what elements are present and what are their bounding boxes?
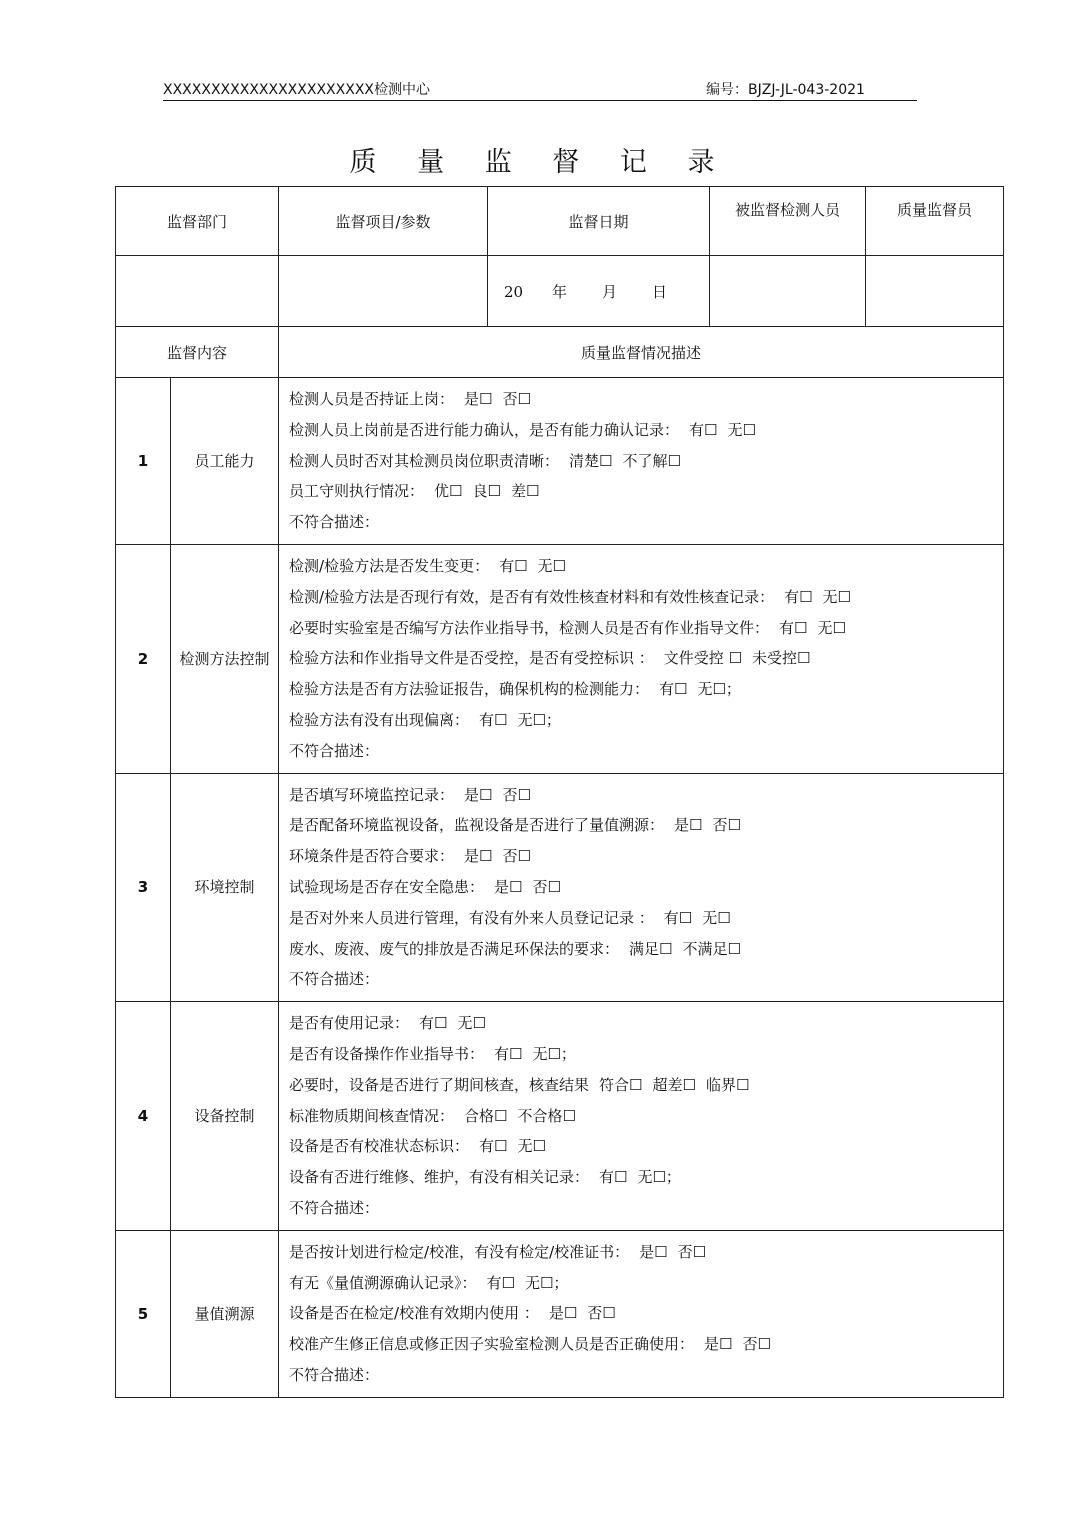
check-item-text: 不符合描述：	[289, 1365, 380, 1384]
checkbox-option[interactable]: 否☐	[502, 390, 531, 408]
checkbox-option[interactable]: 无☐	[517, 1137, 546, 1156]
checkbox-option[interactable]: 有☐	[419, 1014, 448, 1033]
section-number: 4	[116, 1002, 171, 1231]
checkbox-option[interactable]: 合格☐	[464, 1106, 508, 1125]
checkbox-option[interactable]: 差☐	[510, 482, 540, 501]
section-category: 员工能力	[171, 378, 279, 545]
check-item	[289, 643, 993, 674]
inspected-field[interactable]	[710, 256, 866, 327]
checkbox-option[interactable]: 无☐	[822, 587, 851, 606]
supervisor-field[interactable]	[866, 256, 1004, 327]
check-item	[289, 1162, 993, 1193]
checkbox-option[interactable]: 超差☐	[652, 1075, 696, 1094]
section-row	[116, 773, 1004, 1002]
section-items	[279, 1230, 1004, 1397]
check-item-text: 检验方法有没有出现偏离：	[289, 710, 470, 729]
section-header-row	[116, 327, 1004, 378]
checkbox-option[interactable]: 无☐	[537, 556, 566, 575]
check-item	[289, 705, 993, 736]
item-field[interactable]	[279, 256, 488, 327]
check-item	[289, 810, 993, 841]
checkbox-option[interactable]: 无☐；	[532, 1044, 576, 1063]
checkbox-option[interactable]: 有☐	[784, 587, 813, 606]
section-row	[116, 544, 1004, 773]
check-item	[289, 551, 993, 582]
header-dept: 监督部门	[116, 187, 279, 256]
section-number: 2	[116, 544, 171, 773]
check-item-text: 检验方法和作业指导文件是否受控，是否有受控标识 ：	[289, 649, 654, 668]
checkbox-option[interactable]: 否☐	[712, 816, 741, 835]
checkbox-option[interactable]: 是☐	[464, 785, 493, 804]
dept-field[interactable]	[116, 256, 279, 327]
check-item	[289, 507, 993, 538]
month-label: 月	[602, 282, 618, 301]
check-item-text: 是否对外来人员进行管理，有没有外来人员登记记录 ：	[289, 908, 654, 927]
check-item	[289, 903, 993, 934]
check-item	[289, 415, 993, 446]
check-item-text: 设备是否在检定/校准有效期内使用 ：	[289, 1304, 539, 1323]
check-item-text: 设备有否进行维修、维护，有没有相关记录：	[289, 1168, 590, 1187]
check-item	[289, 1360, 993, 1391]
checkbox-option[interactable]: 无☐	[457, 1014, 486, 1033]
checkbox-option[interactable]: 有☐	[479, 710, 508, 729]
check-item	[289, 1193, 993, 1224]
checkbox-option[interactable]: 否☐	[677, 1242, 707, 1261]
check-item-text: 检测人员上岗前是否进行能力确认，是否有能力确认记录：	[289, 420, 680, 439]
checkbox-option[interactable]: 是☐	[548, 1304, 578, 1323]
checkbox-option[interactable]: 文件受控 ☐	[663, 649, 743, 668]
check-item	[289, 964, 993, 995]
check-item-text: 检测/检验方法是否现行有效，是否有有效性核查材料和有效性核查记录：	[289, 587, 775, 606]
check-item-text: 必要时实验室是否编写方法作业指导书，检测人员是否有作业指导文件：	[289, 618, 770, 637]
checkbox-option[interactable]: 是☐	[494, 877, 523, 896]
check-item	[289, 1131, 993, 1162]
check-item	[289, 872, 993, 903]
check-item-text: 检测人员时否对其检测员岗位职责清晰：	[289, 451, 560, 470]
section-number: 1	[116, 378, 171, 545]
year-prefix: 20	[504, 282, 524, 301]
header-row	[116, 187, 1004, 256]
document-code: 编号：BJZJ-JL-043-2021	[706, 82, 865, 98]
check-item	[289, 674, 993, 705]
check-item-text: 不符合描述：	[289, 741, 380, 760]
check-item	[289, 1237, 993, 1268]
check-item	[289, 1008, 993, 1039]
check-item	[289, 1329, 993, 1360]
section-category: 量值溯源	[171, 1230, 279, 1397]
check-item-text: 不符合描述：	[289, 970, 380, 989]
check-item	[289, 613, 993, 644]
checkbox-option[interactable]: 无☐；	[517, 710, 561, 729]
checkbox-option[interactable]: 否☐	[502, 785, 531, 804]
check-item	[289, 1070, 993, 1101]
checkbox-option[interactable]: 否☐	[587, 1304, 616, 1323]
checkbox-option[interactable]: 无☐	[727, 420, 756, 439]
section-items	[279, 378, 1004, 545]
section-category: 设备控制	[171, 1002, 279, 1231]
checkbox-option[interactable]: 不合格☐	[517, 1106, 576, 1125]
checkbox-option[interactable]: 有☐	[499, 556, 528, 575]
checkbox-option[interactable]: 无☐；	[697, 680, 741, 699]
check-item	[289, 736, 993, 767]
section-number: 5	[116, 1230, 171, 1397]
check-item	[289, 934, 993, 965]
check-item	[289, 446, 993, 477]
check-item-text: 校准产生修正信息或修正因子实验室检测人员是否正确使用：	[289, 1335, 695, 1354]
checkbox-option[interactable]: 是☐	[639, 1242, 668, 1261]
check-item-text: 试验现场是否存在安全隐患：	[289, 877, 485, 896]
checkbox-option[interactable]: 是☐	[674, 816, 703, 835]
check-item	[289, 1298, 993, 1329]
section-items	[279, 773, 1004, 1002]
checkbox-option[interactable]: 无☐；	[524, 1273, 569, 1292]
entry-row	[116, 256, 1004, 327]
section-row	[116, 378, 1004, 545]
check-item-text: 员工守则执行情况：	[289, 482, 425, 501]
check-item	[289, 384, 993, 415]
checkbox-option[interactable]: 是☐	[464, 847, 493, 866]
section-items	[279, 1002, 1004, 1231]
page-header	[163, 78, 917, 101]
check-item-text: 环境条件是否符合要求：	[289, 847, 455, 866]
check-item	[289, 1101, 993, 1132]
checkbox-option[interactable]: 无☐；	[637, 1168, 681, 1187]
checkbox-option[interactable]: 优☐	[434, 482, 463, 501]
checkbox-option[interactable]: 有☐	[689, 420, 718, 439]
description-header: 质量监督情况描述	[279, 327, 1004, 378]
checkbox-option[interactable]: 有☐	[494, 1044, 523, 1063]
checkbox-option[interactable]: 不了解☐	[622, 451, 681, 470]
header-supervisor: 质量监督员	[866, 187, 1004, 256]
checkbox-option[interactable]: 符合☐	[599, 1075, 643, 1094]
section-number: 3	[116, 773, 171, 1002]
check-item-text: 必要时，设备是否进行了期间核查，核查结果	[289, 1075, 590, 1094]
check-item	[289, 476, 993, 507]
section-items	[279, 544, 1004, 773]
checkbox-option[interactable]: 未受控☐	[752, 649, 811, 668]
check-item-text: 检测/检验方法是否发生变更：	[289, 556, 490, 575]
checkbox-option[interactable]: 临界☐	[705, 1075, 750, 1094]
supervision-form	[115, 186, 1004, 1398]
section-row	[116, 1002, 1004, 1231]
check-item-text: 标准物质期间核查情况：	[289, 1106, 455, 1125]
section-row	[116, 1230, 1004, 1397]
check-item	[289, 1268, 993, 1299]
checkbox-option[interactable]: 否☐	[742, 1335, 771, 1354]
check-item-text: 是否配备环境监视设备，监视设备是否进行了量值溯源：	[289, 816, 665, 835]
date-field[interactable]	[488, 256, 710, 327]
day-label: 日	[652, 282, 668, 301]
checkbox-option[interactable]: 否☐	[502, 847, 531, 866]
check-item-text: 不符合描述：	[289, 513, 380, 532]
check-item-text: 有无《量值溯源确认记录》：	[289, 1273, 477, 1292]
check-item-text: 检测人员是否持证上岗：	[289, 390, 455, 408]
page-title: 质 量 监 督 记 录	[349, 147, 731, 178]
header-date: 监督日期	[488, 187, 710, 256]
checkbox-option[interactable]: 有☐	[479, 1137, 508, 1156]
check-item	[289, 841, 993, 872]
check-item	[289, 780, 993, 811]
checkbox-option[interactable]: 是☐	[464, 390, 493, 408]
checkbox-option[interactable]: 清楚☐	[569, 451, 613, 470]
organization-name: XXXXXXXXXXXXXXXXXXXXXX检测中心	[163, 82, 430, 98]
checkbox-option[interactable]: 无☐	[817, 618, 846, 637]
header-inspected: 被监督检测人员	[710, 187, 866, 256]
check-item-text: 是否有使用记录：	[289, 1014, 410, 1033]
check-item	[289, 1039, 993, 1070]
check-item-text: 是否有设备操作作业指导书：	[289, 1044, 485, 1063]
checkbox-option[interactable]: 良☐	[472, 482, 501, 501]
checkbox-option[interactable]: 无☐	[702, 908, 731, 927]
check-item-text: 是否按计划进行检定/校准，有没有检定/校准证书：	[289, 1242, 630, 1261]
checkbox-option[interactable]: 否☐	[532, 877, 561, 896]
check-item-text: 废水、废液、废气的排放是否满足环保法的要求：	[289, 939, 620, 958]
check-item-text: 检验方法是否有方法验证报告，确保机构的检测能力：	[289, 680, 650, 699]
header-item: 监督项目/参数	[279, 187, 488, 256]
checkbox-option[interactable]: 有☐	[663, 908, 693, 927]
section-category: 环境控制	[171, 773, 279, 1002]
year-label: 年	[552, 282, 568, 301]
section-category: 检测方法控制	[171, 544, 279, 773]
check-item	[289, 582, 993, 613]
checkbox-option[interactable]: 有☐	[659, 680, 688, 699]
checkbox-option[interactable]: 不满足☐	[682, 939, 741, 958]
checkbox-option[interactable]: 有☐	[599, 1168, 628, 1187]
checkbox-option[interactable]: 满足☐	[629, 939, 673, 958]
check-item-text: 是否填写环境监控记录：	[289, 785, 455, 804]
checkbox-option[interactable]: 有☐	[779, 618, 808, 637]
sections-body	[116, 378, 1004, 1398]
check-item-text: 设备是否有校准状态标识：	[289, 1137, 470, 1156]
checkbox-option[interactable]: 有☐	[486, 1273, 515, 1292]
checkbox-option[interactable]: 是☐	[704, 1335, 733, 1354]
check-item-text: 不符合描述：	[289, 1198, 380, 1217]
content-header: 监督内容	[116, 327, 279, 378]
